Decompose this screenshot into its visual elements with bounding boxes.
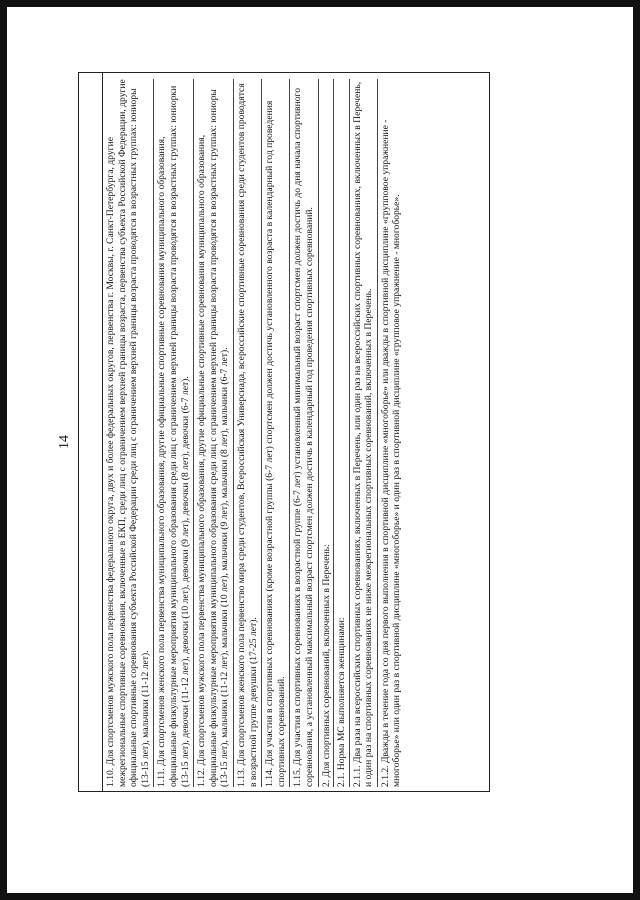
page-number: 14: [57, 435, 72, 449]
paragraph-1-10: 1.10. Для спортсменов мужского пола первенства федерального округа, двух и более федеральных округов, первенства г. Москвы, г. Санкт-Петербурга, другие межрегиональные спортивные соревнования, включенные в ЕКП, среди лиц с ограничением верхней границы возраста, первенства субъекта Российской Федерации, другие официальные спортивные соревнования субъекта Российской Федерации среди лиц с ограничением верхней границы возраста проводятся в возрастных группах: юниоры (13-15 лет), мальчики (11-12 лет).: [105, 79, 151, 787]
separator-line: [261, 79, 262, 787]
heading-2-1: 2.1. Норма МС выполняется женщинами:: [336, 617, 348, 787]
separator-line: [193, 79, 194, 787]
rotated-content: [78, 72, 490, 792]
rules-text: [105, 79, 487, 787]
separator-line: [289, 79, 290, 787]
paragraph-1-15: 1.15. Для участия в спортивных соревнованиях в возрастной группе (6-7 лет) установленный минимальный возраст спортсмен должен достичь до дня начала спортивного соревнования, а установленный максимальный возраст спортсмен должен достичь в календарный год проведения спортивных соревнований.: [292, 87, 315, 787]
paragraph-1-12: 1.12. Для спортсменов мужского пола первенства муниципального образования, другие официальные спортивные соревнования муниципального образования, официальные физкультурные мероприятия муниципального образования среди лиц с ограничением верхней границы возраста проводятся в возрастных группах: юниоры (13-15 лет), мальчики (11-12 лет), мальчики (10 лет), мальчики (9 лет), мальчики (8 лет), мальчики (6-7 лет).: [196, 89, 231, 787]
separator-line: [153, 79, 154, 787]
separator-line: [233, 79, 234, 787]
paragraph-2-1-1: 2.1.1. Два раза на всероссийских спортивных соревнованиях, включенных в Перечень, или один раз на всероссийских спортивных соревнованиях, включенных в Перечень, и один раз на спортивных соревнованиях не ниже межрегиональных спортивных соревнований, включенных в Перечень.: [351, 81, 375, 787]
table-top-divider: [102, 73, 103, 791]
separator-line: [377, 79, 378, 787]
separator-line: [318, 79, 319, 787]
separator-line: [333, 79, 334, 787]
paragraph-1-11: 1.11. Для спортсменов женского пола первенства муниципального образования, другие официальные спортивные соревнования муниципального образования, официальные физкультурные мероприятия муниципального образования среди лиц с ограничением верхней границы возраста проводятся в возрастных группах: юниорки (13-15 лет), девочки (11-12 лет), девочки (10 лет), девочки (9 лет), девочки (8 лет), девочки (6-7 лет).: [156, 85, 191, 787]
paragraph-1-13: 1.13. Для спортсменов женского пола первенство мира среди студентов, Всероссийская Универсиада, всероссийские спортивные соревнования среди студентов проводятся в возрастной группе девушки (17-25 лет).: [235, 83, 259, 787]
separator-line: [349, 79, 350, 787]
table-cell-frame: [78, 72, 490, 792]
paragraph-2-1-2: 2.1.2. Дважды в течение года со дня первого выполнения в спортивной дисциплине «многоборье» или дважды в спортивной дисциплине «групповое упражнение - многоборье» или один раз в спортивной дисциплине «многоборье» и один раз в спортивной дисциплине «групповое упражнение - многоборье».: [379, 119, 403, 787]
paragraph-1-14: 1.14. Для участия в спортивных соревнованиях (кроме возрастной группы (6-7 лет) спортсмен должен достичь установленного возраста в календарный год проведения спортивных соревнований.: [264, 100, 287, 787]
heading-section-2: 2. Для спортивных соревнований, включенных в Перечень:: [320, 544, 332, 787]
